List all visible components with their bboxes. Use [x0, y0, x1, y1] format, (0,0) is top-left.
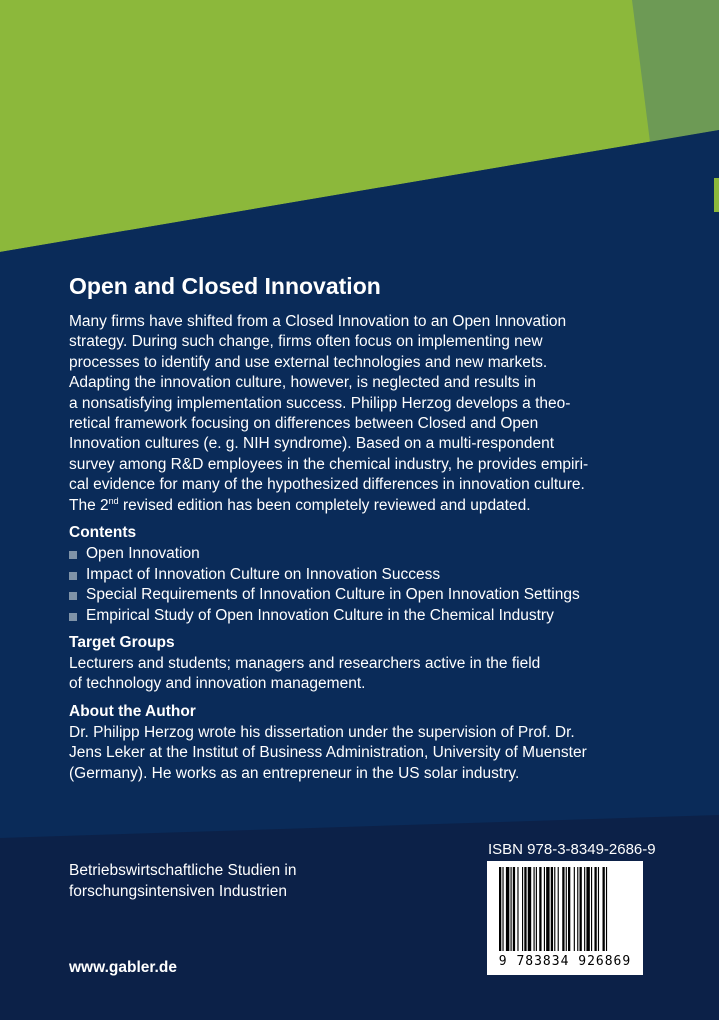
contents-heading: Contents	[69, 524, 137, 541]
bullet-square-icon	[69, 572, 77, 580]
barcode-bar	[506, 867, 509, 951]
target-groups-text	[69, 654, 649, 695]
barcode-bar	[511, 867, 512, 951]
intro-line: cal evidence for many of the hypothesized differences in innovation culture.	[69, 476, 585, 494]
barcode-digits: 9 783834 926869	[498, 954, 632, 969]
edition-superscript: nd	[108, 495, 119, 506]
intro-line: strategy. During such change, firms often focus on implementing new	[69, 333, 543, 351]
barcode-bar	[554, 867, 555, 951]
intro-line: Adapting the innovation culture, however, is neglected and results in	[69, 374, 537, 392]
barcode-bar	[591, 867, 592, 951]
barcode-bar	[502, 867, 503, 951]
barcode-bar	[551, 867, 553, 951]
intro-line: a nonsatisfying implementation success. Philipp Herzog develops a theo-	[69, 394, 571, 412]
barcode-bar	[522, 867, 523, 951]
barcode-bar	[546, 867, 549, 951]
intro-paragraph	[69, 312, 649, 516]
target-groups-line: of technology and innovation management.	[69, 675, 366, 693]
barcode-bar	[534, 867, 535, 951]
edition-prefix: The 2	[69, 496, 109, 514]
barcode-bars-icon	[487, 861, 643, 955]
about-author-line: Jens Leker at the Institut of Business Administration, University of Muenster	[69, 744, 587, 762]
barcode-bar	[539, 867, 541, 951]
list-item	[69, 606, 580, 627]
barcode-bar	[603, 867, 605, 951]
barcode-bar	[580, 867, 582, 951]
barcode-bar	[574, 867, 575, 951]
about-author-heading: About the Author	[69, 703, 196, 720]
target-groups-line: Lecturers and students; managers and researchers active in the field	[69, 655, 541, 672]
barcode-bar	[524, 867, 526, 951]
barcode-bar	[517, 867, 518, 951]
barcode-bar	[499, 867, 501, 951]
intro-line: survey among R&D employees in the chemical industry, he provides empiri-	[69, 455, 589, 473]
series-line: Betriebswirtschaftliche Studien in	[69, 862, 297, 879]
barcode-bar	[594, 867, 596, 951]
barcode-bar	[528, 867, 531, 951]
about-author-line: Dr. Philipp Herzog wrote his dissertation under the supervision of Prof. Dr.	[69, 724, 575, 741]
barcode-bar	[558, 867, 559, 951]
bullet-square-icon	[69, 592, 77, 600]
edition-suffix: revised edition has been completely reviewed and updated.	[118, 496, 531, 514]
barcode-bar	[513, 867, 515, 951]
intro-last-line	[69, 496, 649, 516]
about-author-text	[69, 723, 649, 784]
list-item-label: Open Innovation	[86, 545, 200, 562]
list-item	[69, 565, 580, 586]
target-groups-heading: Target Groups	[69, 634, 175, 651]
barcode-bar	[562, 867, 564, 951]
series-line: forschungsintensiven Industrien	[69, 883, 287, 900]
barcode-bar	[536, 867, 537, 951]
about-author-line: (Germany). He works as an entrepreneur in the US solar industry.	[69, 764, 520, 782]
isbn-label: ISBN 978-3-8349-2686-9	[488, 841, 656, 858]
list-item-label: Impact of Innovation Culture on Innovation Success	[86, 565, 441, 583]
barcode-bar	[566, 867, 567, 951]
barcode	[487, 861, 643, 975]
barcode-bar	[568, 867, 570, 951]
intro-line: Innovation cultures (e. g. NIH syndrome). Based on a multi-respondent	[69, 435, 555, 453]
publisher-website[interactable]: www.gabler.de	[69, 959, 177, 976]
barcode-bar	[606, 867, 607, 951]
barcode-bar	[598, 867, 599, 951]
series-title	[69, 860, 296, 902]
barcode-bar	[584, 867, 585, 951]
barcode-bar	[577, 867, 578, 951]
barcode-bar	[544, 867, 545, 951]
bullet-square-icon	[69, 613, 77, 621]
contents-list	[69, 544, 580, 626]
list-item-label: Empirical Study of Open Innovation Culture in the Chemical Industry	[86, 606, 554, 624]
edge-marker	[714, 178, 719, 212]
list-item	[69, 544, 580, 565]
intro-line: Many firms have shifted from a Closed Innovation to an Open Innovation	[69, 313, 567, 330]
bullet-square-icon	[69, 551, 77, 559]
list-item	[69, 585, 580, 606]
intro-line: retical framework focusing on differences between Closed and Open	[69, 415, 539, 433]
book-title: Open and Closed Innovation	[69, 273, 381, 299]
barcode-bar	[586, 867, 589, 951]
list-item-label: Special Requirements of Innovation Culture in Open Innovation Settings	[86, 586, 580, 604]
intro-line: processes to identify and use external technologies and new markets.	[69, 353, 548, 371]
